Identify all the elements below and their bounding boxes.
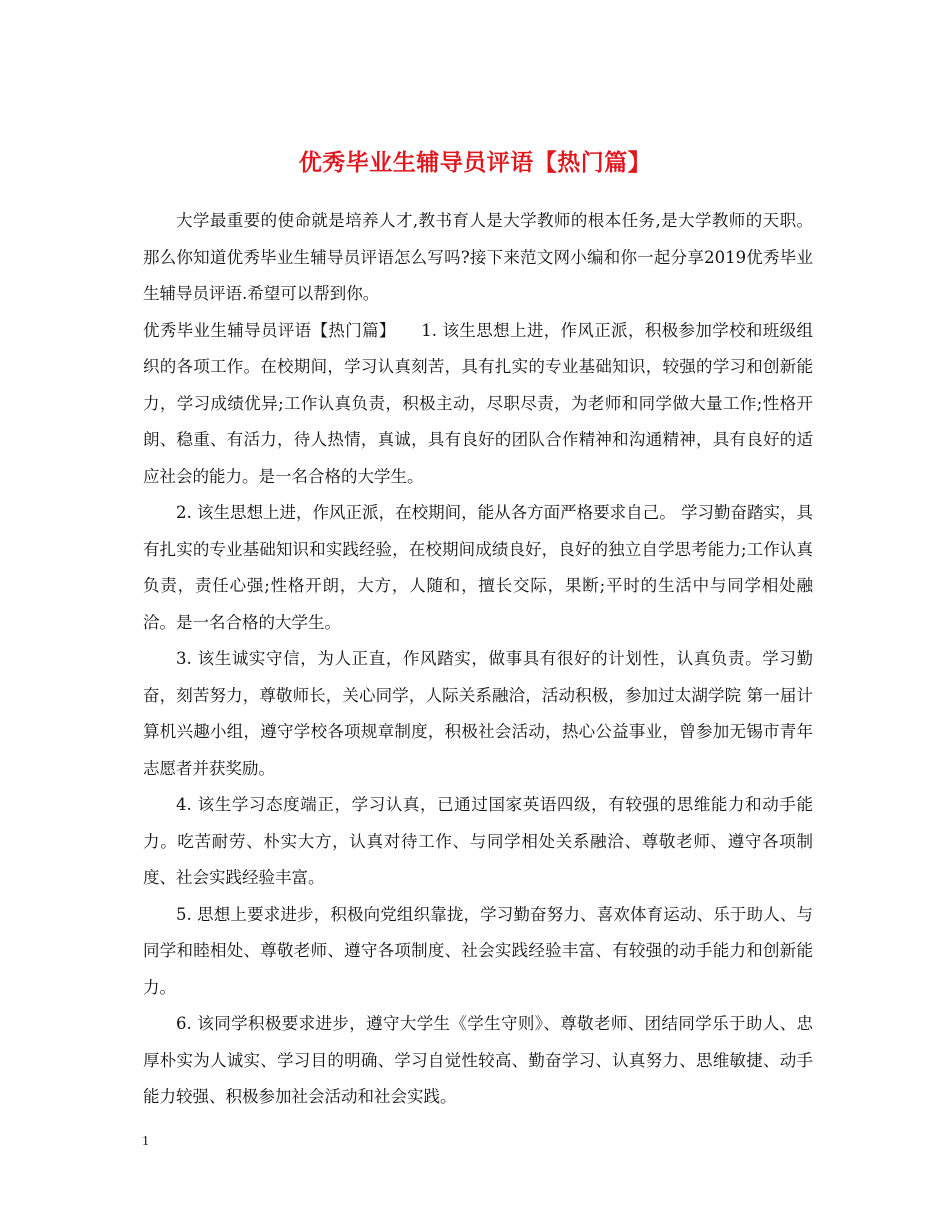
comment-paragraph-3: 3. 该生诚实守信，为人正直，作风踏实，做事具有很好的计划性，认真负责。学习勤奋，刻苦努力，尊敬师长，关心同学，人际关系融洽，活动积极，参加过太湖学院 第一届计算机兴趣小组，遵守学校各项规章制度，积极社会活动，热心公益事业，曾参加无锡市青年志愿者并获奖励。	[143, 649, 813, 778]
comment-paragraph-6: 6. 该同学积极要求进步，遵守大学生《学生守则》、尊敬老师、团结同学乐于助人、忠厚朴实为人诚实、学习目的明确、学习自觉性较高、勤奋学习、认真努力、思维敏捷、动手能力较强、积极参加社会活动和社会实践。	[143, 1014, 813, 1106]
intro-paragraph: 大学最重要的使命就是培养人才,教书育人是大学教师的根本任务,是大学教师的天职。那么你知道优秀毕业生辅导员评语怎么写吗?接下来范文网小编和你一起分享2019优秀毕业生辅导员评语.希望可以帮到你。	[143, 211, 813, 303]
comment-paragraph-2: 2. 该生思想上进，作风正派，在校期间，能从各方面严格要求自己。 学习勤奋踏实，具有扎实的专业基础知识和实践经验，在校期间成绩良好，良好的独立自学思考能力;工作认真负责，责任心强;性格开朗，大方，人随和，擅长交际，果断;平时的生活中与同学相处融洽。是一名合格的大学生。	[143, 503, 813, 632]
document-title: 优秀毕业生辅导员评语【热门篇】	[298, 149, 652, 177]
comment-paragraph-1: 优秀毕业生辅导员评语【热门篇】 1. 该生思想上进，作风正派，积极参加学校和班级组织的各项工作。在校期间，学习认真刻苦，具有扎实的专业基础知识，较强的学习和创新能力，学习成绩优异;工作认真负责，积极主动，尽职尽责，为老师和同学做大量工作;性格开朗、稳重、有活力，待人热情，真诚，具有良好的团队合作精神和沟通精神，具有良好的适应社会的能力。是一名合格的大学生。	[143, 320, 813, 486]
page-number: 1	[142, 1134, 149, 1149]
comment-paragraph-4: 4. 该生学习态度端正，学习认真，已通过国家英语四级，有较强的思维能力和动手能力。吃苦耐劳、朴实大方，认真对待工作、与同学相处关系融洽、尊敬老师、遵守各项制度、社会实践经验丰富。	[143, 795, 813, 887]
document-body	[143, 203, 813, 1116]
comment-paragraph-5: 5. 思想上要求进步，积极向党组织靠拢，学习勤奋努力、喜欢体育运动、乐于助人、与同学和睦相处、尊敬老师、遵守各项制度、社会实践经验丰富、有较强的动手能力和创新能力。	[143, 904, 813, 997]
